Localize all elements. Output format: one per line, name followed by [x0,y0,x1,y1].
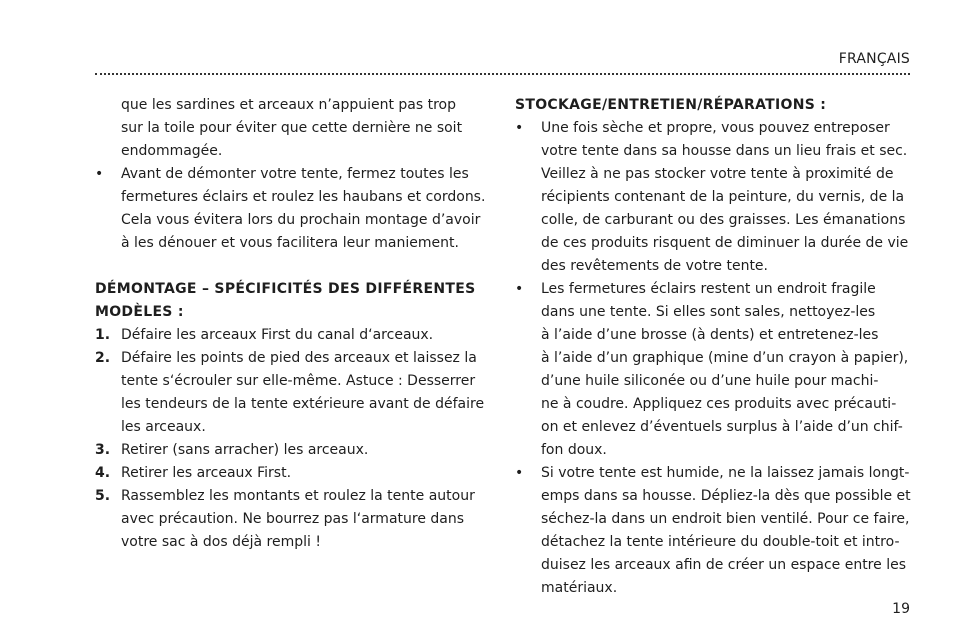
left-column [95,94,500,554]
text-line: votre sac à dos déjà rempli ! [121,534,321,550]
text-line: fermetures éclairs et roulez les haubans et cordons. [121,189,486,205]
step-number: 3. [95,442,111,458]
bullet-list [515,117,915,600]
step-number: 5. [95,488,111,504]
continuation-paragraph [95,94,500,163]
text-line: duisez les arceaux afin de créer un espace entre les [541,557,906,573]
list-item [515,278,915,462]
text-line: Défaire les points de pied des arceaux et laissez la [121,350,477,366]
bullet-icon: • [515,465,524,481]
text-line: endommagée. [121,143,223,159]
text-line: à les dénouer et vous facilitera leur maniement. [121,235,459,251]
list-item [95,347,500,439]
text-line: les arceaux. [121,419,206,435]
steps-list [95,324,500,554]
list-item [515,117,915,278]
text-line: Les fermetures éclairs restent un endroit fragile [541,281,876,297]
text-line: tente s‘écrouler sur elle-même. Astuce : Desserrer [121,373,476,389]
text-line: Une fois sèche et propre, vous pouvez entreposer [541,120,890,136]
text-line: dans une tente. Si elles sont sales, nettoyez-les [541,304,876,320]
text-line: Retirer les arceaux First. [121,465,292,481]
right-column [515,94,915,600]
text-line: que les sardines et arceaux n’appuient pas trop [121,97,457,113]
list-item [95,163,500,255]
text-line: emps dans sa housse. Dépliez-la dès que possible et [541,488,911,504]
list-item [95,485,500,554]
bullet-list [95,163,500,255]
list-item [515,462,915,600]
bullet-icon: • [515,281,524,297]
bullet-icon: • [95,166,104,182]
step-number: 4. [95,465,111,481]
text-line: de ces produits risquent de diminuer la durée de vie [541,235,909,251]
text-line: détachez la tente intérieure du double-toit et intro- [541,534,900,550]
text-line: sur la toile pour éviter que cette dernière ne soit [121,120,463,136]
text-line: les tendeurs de la tente extérieure avant de défaire [121,396,485,412]
text-line: à l’aide d’un graphique (mine d’un crayon à papier), [541,350,909,366]
text-line: Défaire les arceaux First du canal d‘arceaux. [121,327,434,343]
text-line: Veillez à ne pas stocker votre tente à proximité de [541,166,894,182]
text-line: des revêtements de votre tente. [541,258,768,274]
text-line: Rassemblez les montants et roulez la tente autour [121,488,475,504]
text-line: fon doux. [541,442,607,458]
text-line: à l’aide d’une brosse (à dents) et entretenez-les [541,327,879,343]
text-line: colle, de carburant ou des graisses. Les émanations [541,212,906,228]
text-line: Cela vous évitera lors du prochain montage d’avoir [121,212,481,228]
section-heading-stockage: STOCKAGE/ENTRETIEN/RÉPARATIONS : [515,97,827,113]
text-line: ne à coudre. Appliquez ces produits avec précauti- [541,396,897,412]
text-line: Retirer (sans arracher) les arceaux. [121,442,369,458]
text-line: séchez-la dans un endroit bien ventilé. Pour ce faire, [541,511,910,527]
text-line: d’une huile siliconée ou d’une huile pour machi- [541,373,879,389]
heading-line: MODÈLES : [95,304,184,320]
text-line: avec précaution. Ne bourrez pas l‘armature dans [121,511,465,527]
page-number: 19 [892,601,910,617]
list-item [95,439,500,462]
text-line: récipients contenant de la peinture, du vernis, de la [541,189,905,205]
dotted-separator [95,73,910,75]
language-label: FRANÇAIS [838,51,910,67]
spacer [95,255,500,278]
list-item [95,462,500,485]
text-line: Si votre tente est humide, ne la laissez jamais longt- [541,465,910,481]
step-number: 2. [95,350,111,366]
text-line: on et enlevez d’éventuels surplus à l’aide d’un chif- [541,419,903,435]
text-line: Avant de démonter votre tente, fermez toutes les [121,166,469,182]
heading-line: DÉMONTAGE – SPÉCIFICITÉS DES DIFFÉRENTES [95,281,476,297]
text-line: matériaux. [541,580,618,596]
bullet-icon: • [515,120,524,136]
list-item [95,324,500,347]
text-line: votre tente dans sa housse dans un lieu frais et sec. [541,143,908,159]
step-number: 1. [95,327,111,343]
section-heading-demontage [95,278,500,324]
